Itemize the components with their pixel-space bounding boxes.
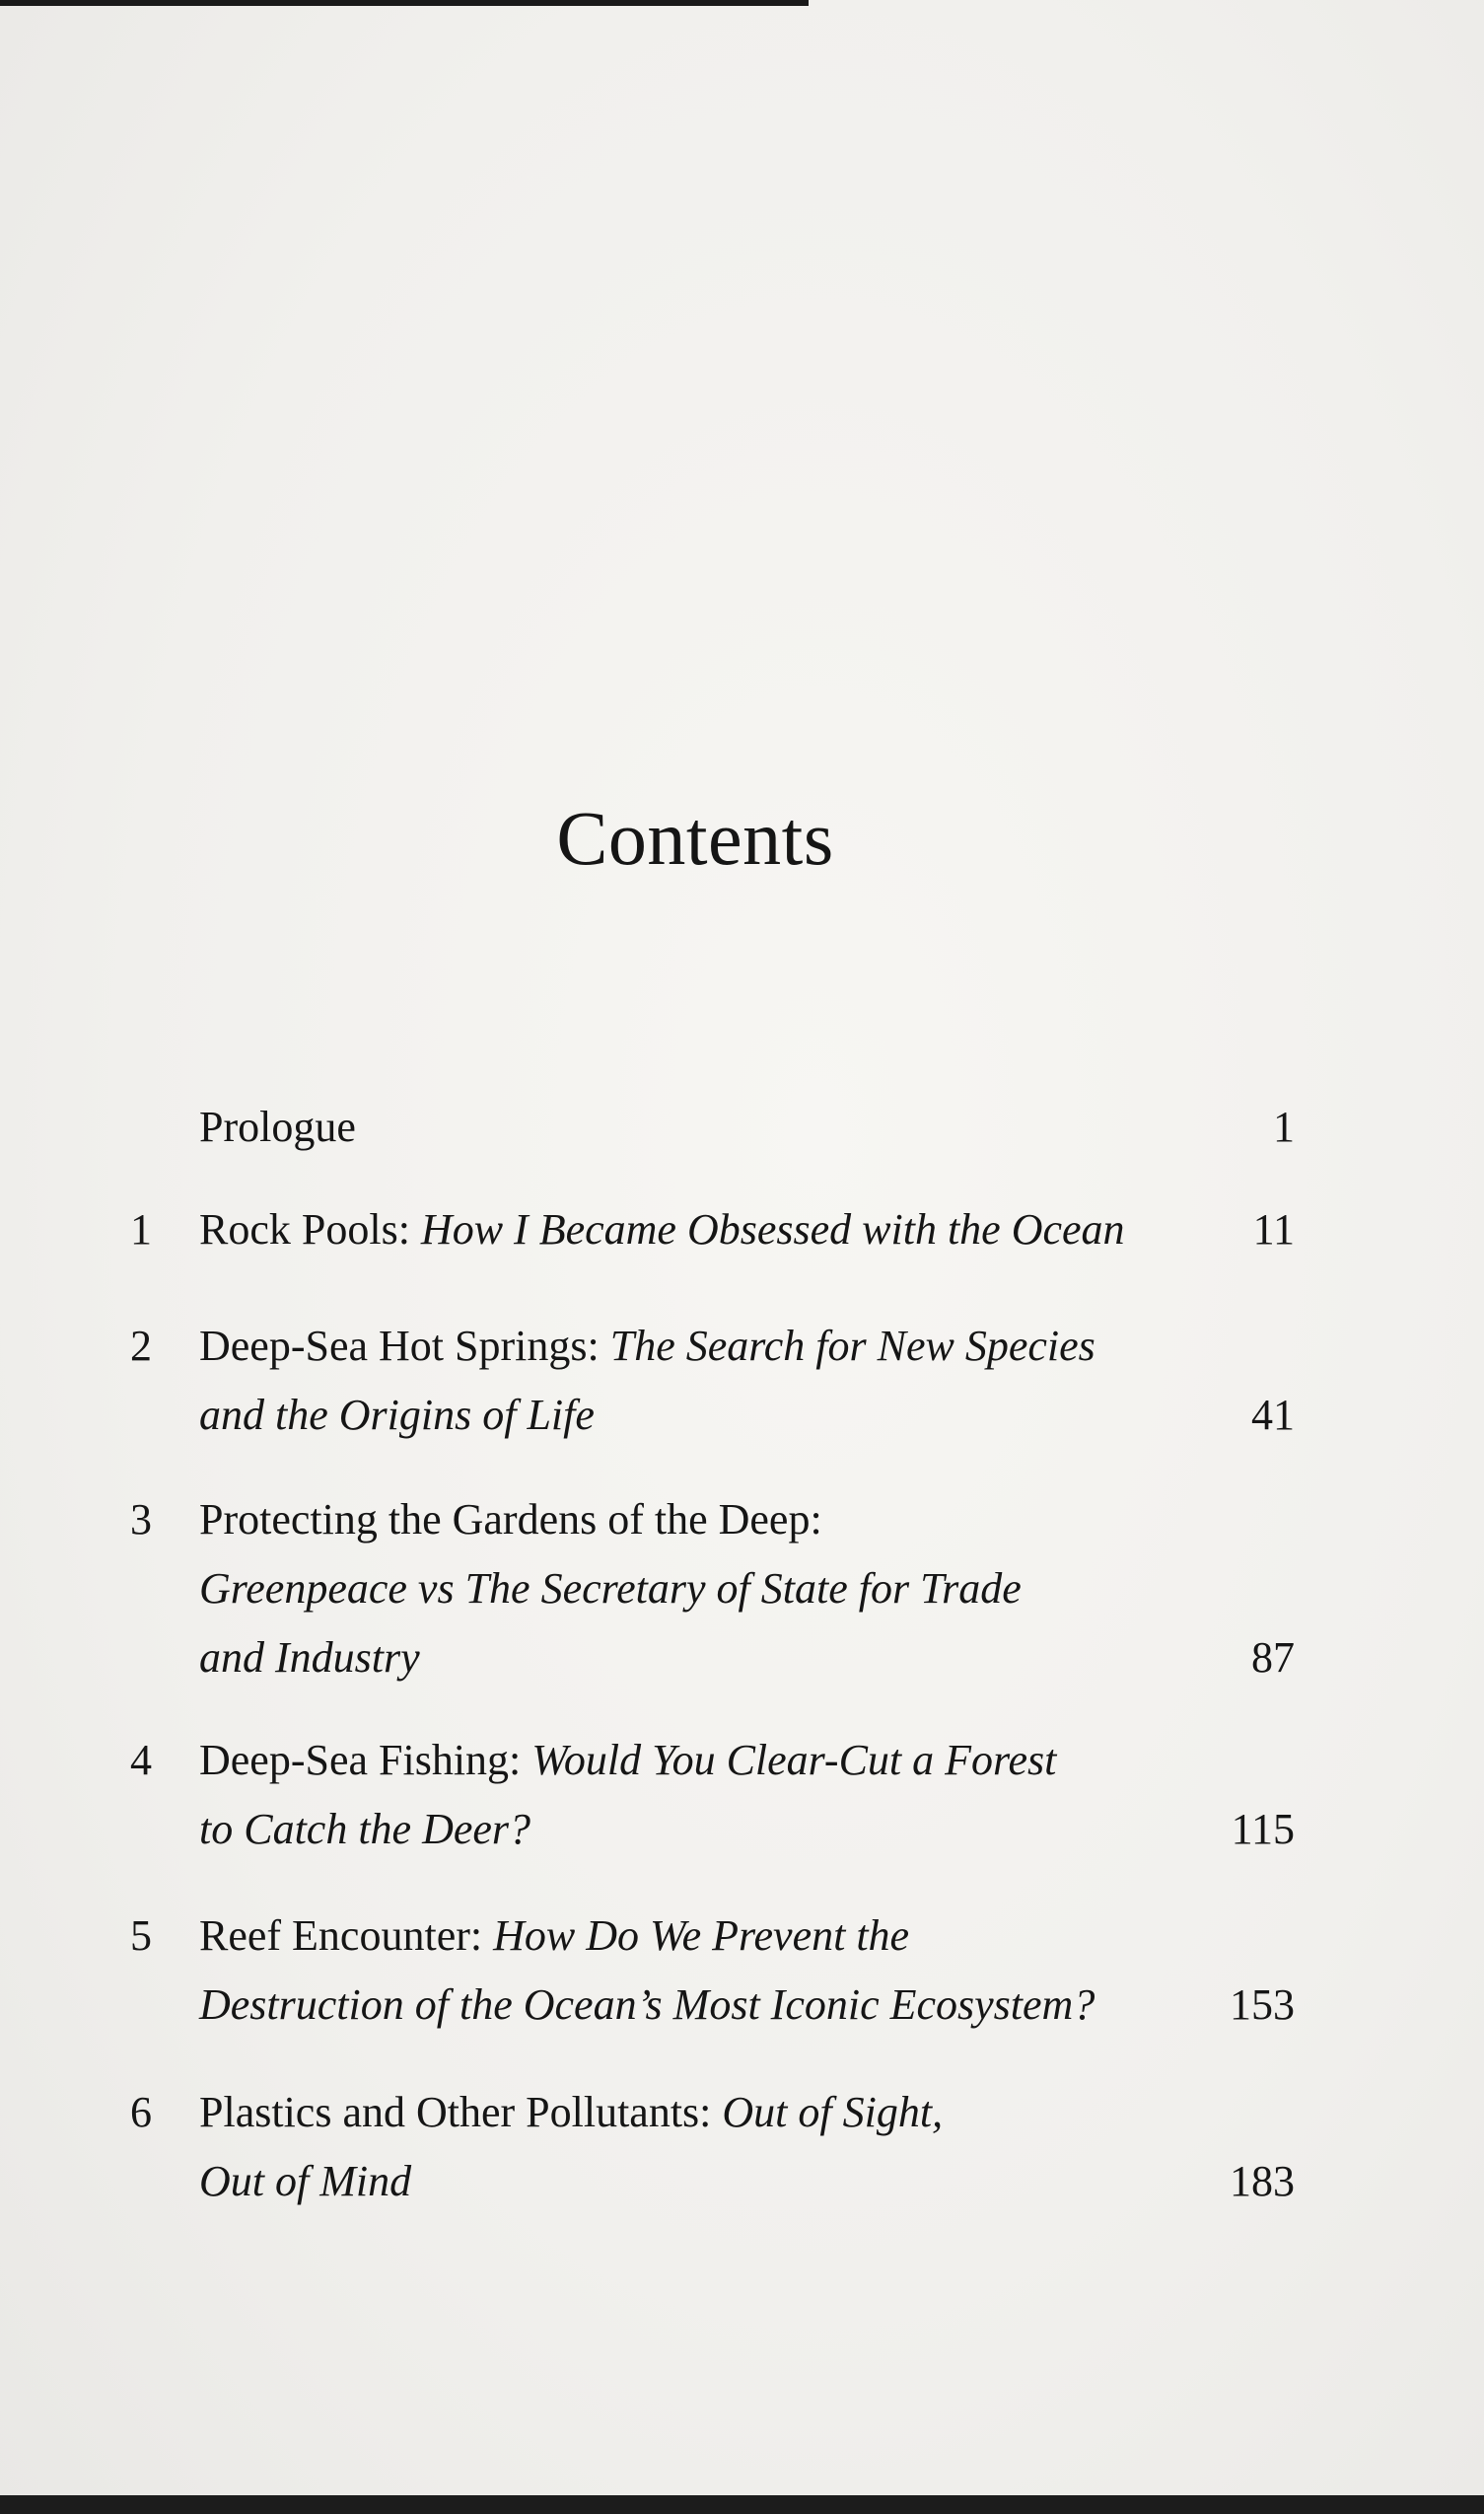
chapter-title-line — [199, 1312, 1205, 1381]
page-number: 41 — [1251, 1391, 1295, 1439]
chapter-title-line — [199, 1381, 1205, 1450]
page-number: 153 — [1230, 1980, 1295, 2029]
page-number: 1 — [1273, 1103, 1295, 1151]
chapter-number: 1 — [130, 1205, 152, 1254]
chapter-subtitle-text: Out of Sight, — [722, 2088, 944, 2136]
chapter-number: 3 — [130, 1495, 152, 1544]
chapter-subtitle-text: Destruction of the Ocean’s Most Iconic Ecosystem? — [199, 1980, 1095, 2029]
page-number: 11 — [1252, 1205, 1295, 1254]
chapter-title-line — [199, 1726, 1205, 1795]
chapter-title — [199, 1195, 1205, 1264]
chapter-subtitle-text: Out of Mind — [199, 2157, 412, 2205]
chapter-title-line — [199, 1902, 1205, 1971]
chapter-title-line — [199, 1795, 1205, 1864]
chapter-title — [199, 1093, 1205, 1162]
chapter-title — [199, 1902, 1205, 2040]
chapter-title-line — [199, 1971, 1205, 2040]
toc-entry — [0, 1726, 1484, 1864]
toc-entry — [0, 1485, 1484, 1692]
chapter-title-line — [199, 2078, 1205, 2147]
chapter-title-text: Deep-Sea Hot Springs: — [199, 1322, 610, 1370]
chapter-title-text: Deep-Sea Fishing: — [199, 1736, 532, 1784]
chapter-number: 4 — [130, 1736, 152, 1784]
chapter-subtitle-text: Greenpeace vs The Secretary of State for Trade — [199, 1564, 1022, 1613]
toc-entry — [0, 2078, 1484, 2216]
chapter-title — [199, 2078, 1205, 2216]
chapter-subtitle-text: The Search for New Species — [609, 1322, 1095, 1370]
chapter-title-text: Rock Pools: — [199, 1205, 421, 1254]
chapter-subtitle-text: Would You Clear-Cut a Forest — [531, 1736, 1057, 1784]
page-number: 183 — [1230, 2157, 1295, 2205]
chapter-title-line — [199, 1195, 1205, 1264]
chapter-title-text: Reef Encounter: — [199, 1911, 494, 1960]
page-number: 115 — [1231, 1805, 1295, 1853]
toc-entry — [0, 1312, 1484, 1450]
page-title: Contents — [556, 795, 834, 881]
chapter-title-text: Plastics and Other Pollutants: — [199, 2088, 723, 2136]
chapter-subtitle-text: to Catch the Deer? — [199, 1805, 531, 1853]
chapter-subtitle-text: How I Became Obsessed with the Ocean — [420, 1205, 1125, 1254]
chapter-title-line — [199, 1554, 1205, 1623]
chapter-number: 6 — [130, 2088, 152, 2136]
toc-entry — [0, 1093, 1484, 1162]
chapter-title — [199, 1312, 1205, 1450]
chapter-subtitle-text: How Do We Prevent the — [493, 1911, 910, 1960]
chapter-subtitle-text: and Industry — [199, 1633, 420, 1682]
scan-edge-bottom — [0, 2495, 1484, 2514]
chapter-title-line — [199, 1623, 1205, 1692]
toc-entry — [0, 1195, 1484, 1264]
chapter-title-text: Prologue — [199, 1103, 356, 1151]
chapter-title-line — [199, 1093, 1205, 1162]
chapter-number: 5 — [130, 1911, 152, 1960]
chapter-title — [199, 1726, 1205, 1864]
chapter-title-line — [199, 1485, 1205, 1554]
chapter-subtitle-text: and the Origins of Life — [199, 1391, 595, 1439]
page-number: 87 — [1251, 1633, 1295, 1682]
chapter-title-line — [199, 2147, 1205, 2216]
chapter-number: 2 — [130, 1322, 152, 1370]
toc-entry — [0, 1902, 1484, 2040]
chapter-title — [199, 1485, 1205, 1692]
scan-edge-top — [0, 0, 809, 6]
chapter-title-text: Protecting the Gardens of the Deep: — [199, 1495, 822, 1544]
